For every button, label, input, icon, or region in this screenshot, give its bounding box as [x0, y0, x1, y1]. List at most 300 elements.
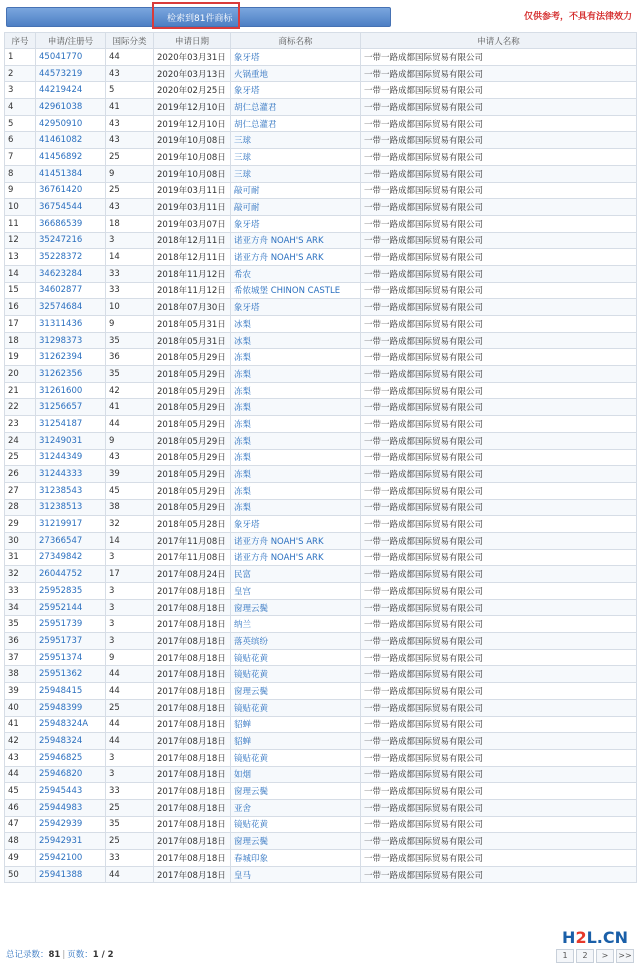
cell-trademark[interactable]: 诺亚方舟 NOAH'S ARK [231, 232, 361, 249]
cell-trademark[interactable]: 皇马 [231, 866, 361, 883]
cell-class: 39 [106, 466, 154, 483]
cell-date: 2018年05月29日 [154, 399, 231, 416]
cell-class: 35 [106, 816, 154, 833]
cell-reg-number[interactable]: 25945443 [36, 783, 106, 800]
cell-reg-number[interactable]: 25942100 [36, 850, 106, 867]
cell-index: 10 [5, 199, 36, 216]
cell-reg-number[interactable]: 31256657 [36, 399, 106, 416]
cell-date: 2019年03月11日 [154, 182, 231, 199]
cell-class: 33 [106, 850, 154, 867]
cell-class: 38 [106, 499, 154, 516]
cell-reg-number[interactable]: 31262394 [36, 349, 106, 366]
cell-class: 10 [106, 299, 154, 316]
table-row [5, 132, 637, 149]
cell-date: 2017年08月18日 [154, 749, 231, 766]
cell-trademark[interactable]: 冻梨 [231, 449, 361, 466]
cell-applicant: 一带一路成都国际贸易有限公司 [361, 733, 637, 750]
cell-applicant: 一带一路成都国际贸易有限公司 [361, 316, 637, 333]
cell-class: 44 [106, 49, 154, 66]
cell-applicant: 一带一路成都国际贸易有限公司 [361, 749, 637, 766]
cell-reg-number[interactable]: 25948415 [36, 683, 106, 700]
cell-reg-number[interactable]: 42961038 [36, 99, 106, 116]
table-row [5, 99, 637, 116]
cell-index: 13 [5, 249, 36, 266]
table-row [5, 149, 637, 166]
cell-reg-number[interactable]: 25944983 [36, 799, 106, 816]
cell-class: 25 [106, 799, 154, 816]
table-row [5, 332, 637, 349]
cell-reg-number[interactable]: 25948399 [36, 699, 106, 716]
cell-applicant: 一带一路成都国际贸易有限公司 [361, 516, 637, 533]
cell-trademark[interactable]: 纳兰 [231, 616, 361, 633]
cell-trademark[interactable]: 冻梨 [231, 349, 361, 366]
cell-index: 44 [5, 766, 36, 783]
cell-index: 15 [5, 282, 36, 299]
cell-index: 7 [5, 149, 36, 166]
cell-trademark[interactable]: 象牙塔 [231, 299, 361, 316]
cell-date: 2018年05月29日 [154, 366, 231, 383]
cell-reg-number[interactable]: 44573219 [36, 65, 106, 82]
cell-reg-number[interactable]: 32574684 [36, 299, 106, 316]
cell-index: 26 [5, 466, 36, 483]
cell-reg-number[interactable]: 41451384 [36, 165, 106, 182]
cell-applicant: 一带一路成都国际贸易有限公司 [361, 783, 637, 800]
cell-date: 2018年11月12日 [154, 282, 231, 299]
cell-trademark[interactable]: 胡仁总灌君 [231, 99, 361, 116]
cell-trademark[interactable]: 冻梨 [231, 366, 361, 383]
cell-index: 40 [5, 699, 36, 716]
cell-reg-number[interactable]: 35228372 [36, 249, 106, 266]
cell-date: 2017年08月18日 [154, 683, 231, 700]
cell-trademark[interactable]: 如烟 [231, 766, 361, 783]
table-row [5, 232, 637, 249]
cell-class: 44 [106, 866, 154, 883]
cell-class: 3 [106, 616, 154, 633]
cell-reg-number[interactable]: 25952835 [36, 583, 106, 600]
cell-reg-number[interactable]: 25952144 [36, 599, 106, 616]
cell-applicant: 一带一路成都国际贸易有限公司 [361, 149, 637, 166]
cell-date: 2017年08月18日 [154, 833, 231, 850]
cell-class: 44 [106, 683, 154, 700]
cell-reg-number[interactable]: 31238543 [36, 482, 106, 499]
cell-date: 2017年08月18日 [154, 716, 231, 733]
cell-applicant: 一带一路成都国际贸易有限公司 [361, 850, 637, 867]
cell-trademark[interactable]: 落英缤纷 [231, 633, 361, 650]
cell-date: 2018年05月31日 [154, 332, 231, 349]
cell-reg-number[interactable]: 41456892 [36, 149, 106, 166]
col-header-date[interactable]: 申请日期 [154, 33, 231, 49]
cell-index: 5 [5, 115, 36, 132]
cell-class: 43 [106, 449, 154, 466]
cell-date: 2020年03月13日 [154, 65, 231, 82]
cell-date: 2017年08月24日 [154, 566, 231, 583]
cell-applicant: 一带一路成都国际贸易有限公司 [361, 649, 637, 666]
cell-reg-number[interactable]: 34602877 [36, 282, 106, 299]
cell-reg-number[interactable]: 36761420 [36, 182, 106, 199]
table-row [5, 516, 637, 533]
table-row [5, 866, 637, 883]
cell-date: 2018年05月29日 [154, 466, 231, 483]
table-row [5, 783, 637, 800]
cell-applicant: 一带一路成都国际贸易有限公司 [361, 583, 637, 600]
table-row [5, 616, 637, 633]
cell-applicant: 一带一路成都国际贸易有限公司 [361, 49, 637, 66]
cell-date: 2017年08月18日 [154, 766, 231, 783]
cell-class: 25 [106, 182, 154, 199]
cell-class: 43 [106, 132, 154, 149]
cell-index: 38 [5, 666, 36, 683]
last-page-button[interactable]: >> [616, 949, 634, 963]
cell-applicant: 一带一路成都国际贸易有限公司 [361, 165, 637, 182]
cell-applicant: 一带一路成都国际贸易有限公司 [361, 265, 637, 282]
table-row [5, 583, 637, 600]
cell-trademark[interactable]: 貂蝉 [231, 716, 361, 733]
cell-date: 2020年02月25日 [154, 82, 231, 99]
cell-trademark[interactable]: 窗理云鬓 [231, 783, 361, 800]
cell-class: 44 [106, 716, 154, 733]
cell-reg-number[interactable]: 31254187 [36, 416, 106, 433]
cell-date: 2018年05月29日 [154, 499, 231, 516]
cell-index: 9 [5, 182, 36, 199]
pages-value: 1 / 2 [92, 950, 114, 960]
table-row [5, 399, 637, 416]
cell-trademark[interactable]: 貂蝉 [231, 733, 361, 750]
cell-trademark[interactable]: 诺亚方舟 NOAH'S ARK [231, 532, 361, 549]
cell-reg-number[interactable]: 26044752 [36, 566, 106, 583]
cell-applicant: 一带一路成都国际贸易有限公司 [361, 499, 637, 516]
table-row [5, 766, 637, 783]
cell-trademark[interactable]: 三球 [231, 132, 361, 149]
cell-reg-number[interactable]: 27366547 [36, 532, 106, 549]
table-row [5, 215, 637, 232]
cell-index: 1 [5, 49, 36, 66]
cell-applicant: 一带一路成都国际贸易有限公司 [361, 716, 637, 733]
cell-index: 41 [5, 716, 36, 733]
cell-reg-number[interactable]: 36754544 [36, 199, 106, 216]
cell-trademark[interactable]: 火锅重地 [231, 65, 361, 82]
cell-index: 34 [5, 599, 36, 616]
cell-trademark[interactable]: 敲可耐 [231, 199, 361, 216]
cell-reg-number[interactable]: 31262356 [36, 366, 106, 383]
cell-trademark[interactable]: 春城印象 [231, 850, 361, 867]
table-row [5, 850, 637, 867]
cell-class: 36 [106, 349, 154, 366]
cell-index: 50 [5, 866, 36, 883]
cell-index: 39 [5, 683, 36, 700]
cell-class: 14 [106, 532, 154, 549]
cell-applicant: 一带一路成都国际贸易有限公司 [361, 366, 637, 383]
cell-class: 45 [106, 482, 154, 499]
cell-reg-number[interactable]: 31219917 [36, 516, 106, 533]
col-header-trademark[interactable]: 商标名称 [231, 33, 361, 49]
cell-trademark[interactable]: 镜贴花黄 [231, 816, 361, 833]
table-row [5, 382, 637, 399]
cell-reg-number[interactable]: 25951362 [36, 666, 106, 683]
cell-class: 42 [106, 382, 154, 399]
next-page-button[interactable]: > [596, 949, 614, 963]
cell-trademark[interactable]: 冻梨 [231, 432, 361, 449]
cell-index: 25 [5, 449, 36, 466]
cell-applicant: 一带一路成都国际贸易有限公司 [361, 382, 637, 399]
cell-class: 9 [106, 649, 154, 666]
cell-date: 2017年08月18日 [154, 666, 231, 683]
cell-trademark[interactable]: 诺亚方舟 NOAH'S ARK [231, 249, 361, 266]
cell-trademark[interactable]: 冻梨 [231, 416, 361, 433]
cell-class: 41 [106, 99, 154, 116]
col-header-reg-number[interactable]: 申请/注册号 [36, 33, 106, 49]
cell-reg-number[interactable]: 31311436 [36, 316, 106, 333]
cell-trademark[interactable]: 窗理云鬓 [231, 683, 361, 700]
cell-date: 2017年11月08日 [154, 532, 231, 549]
table-row [5, 799, 637, 816]
col-header-class[interactable]: 国际分类 [106, 33, 154, 49]
cell-date: 2017年08月18日 [154, 699, 231, 716]
site-watermark-logo: H2L.CN [562, 928, 628, 947]
cell-reg-number[interactable]: 31244333 [36, 466, 106, 483]
cell-date: 2019年10月08日 [154, 149, 231, 166]
cell-date: 2017年08月18日 [154, 866, 231, 883]
cell-class: 3 [106, 749, 154, 766]
cell-date: 2018年05月29日 [154, 382, 231, 399]
cell-class: 32 [106, 516, 154, 533]
cell-class: 17 [106, 566, 154, 583]
cell-trademark[interactable]: 亚舍 [231, 799, 361, 816]
table-row [5, 49, 637, 66]
table-row [5, 466, 637, 483]
cell-reg-number[interactable]: 25941388 [36, 866, 106, 883]
cell-index: 29 [5, 516, 36, 533]
cell-reg-number[interactable]: 42950910 [36, 115, 106, 132]
table-row [5, 115, 637, 132]
col-header-applicant[interactable]: 申请人名称 [361, 33, 637, 49]
cell-index: 32 [5, 566, 36, 583]
cell-date: 2018年05月31日 [154, 316, 231, 333]
cell-date: 2017年08月18日 [154, 799, 231, 816]
table-row [5, 532, 637, 549]
cell-reg-number[interactable]: 25948324 [36, 733, 106, 750]
cell-date: 2019年03月11日 [154, 199, 231, 216]
cell-trademark[interactable]: 镜贴花黄 [231, 749, 361, 766]
cell-index: 17 [5, 316, 36, 333]
cell-index: 22 [5, 399, 36, 416]
cell-applicant: 一带一路成都国际贸易有限公司 [361, 482, 637, 499]
cell-reg-number[interactable]: 36686539 [36, 215, 106, 232]
cell-index: 30 [5, 532, 36, 549]
cell-index: 42 [5, 733, 36, 750]
cell-class: 43 [106, 199, 154, 216]
cell-applicant: 一带一路成都国际贸易有限公司 [361, 799, 637, 816]
pages-label: 页数： [67, 950, 93, 960]
cell-reg-number[interactable]: 27349842 [36, 549, 106, 566]
cell-applicant: 一带一路成都国际贸易有限公司 [361, 766, 637, 783]
cell-reg-number[interactable]: 25942939 [36, 816, 106, 833]
cell-class: 3 [106, 599, 154, 616]
cell-trademark[interactable]: 皇宫 [231, 583, 361, 600]
cell-index: 23 [5, 416, 36, 433]
table-row [5, 599, 637, 616]
cell-trademark[interactable]: 象牙塔 [231, 49, 361, 66]
cell-class: 44 [106, 666, 154, 683]
cell-applicant: 一带一路成都国际贸易有限公司 [361, 82, 637, 99]
table-row [5, 366, 637, 383]
cell-applicant: 一带一路成都国际贸易有限公司 [361, 115, 637, 132]
cell-applicant: 一带一路成都国际贸易有限公司 [361, 232, 637, 249]
cell-applicant: 一带一路成都国际贸易有限公司 [361, 199, 637, 216]
cell-applicant: 一带一路成都国际贸易有限公司 [361, 633, 637, 650]
table-row [5, 482, 637, 499]
table-row [5, 549, 637, 566]
cell-applicant: 一带一路成都国际贸易有限公司 [361, 416, 637, 433]
cell-reg-number[interactable]: 25951739 [36, 616, 106, 633]
page-1-button[interactable]: 1 [556, 949, 574, 963]
cell-trademark[interactable]: 民富 [231, 566, 361, 583]
cell-reg-number[interactable]: 31249031 [36, 432, 106, 449]
cell-trademark[interactable]: 冻梨 [231, 466, 361, 483]
cell-trademark[interactable]: 象牙塔 [231, 82, 361, 99]
cell-trademark[interactable]: 象牙塔 [231, 215, 361, 232]
cell-applicant: 一带一路成都国际贸易有限公司 [361, 866, 637, 883]
cell-class: 44 [106, 733, 154, 750]
cell-applicant: 一带一路成都国际贸易有限公司 [361, 683, 637, 700]
table-row [5, 82, 637, 99]
cell-applicant: 一带一路成都国际贸易有限公司 [361, 299, 637, 316]
cell-trademark[interactable]: 镜贴花黄 [231, 666, 361, 683]
cell-reg-number[interactable]: 34623284 [36, 265, 106, 282]
cell-trademark[interactable]: 冰梨 [231, 332, 361, 349]
cell-reg-number[interactable]: 31244349 [36, 449, 106, 466]
cell-trademark[interactable]: 诺亚方舟 NOAH'S ARK [231, 549, 361, 566]
table-row [5, 716, 637, 733]
cell-trademark[interactable]: 冻梨 [231, 482, 361, 499]
col-header-index[interactable]: 序号 [5, 33, 36, 49]
cell-class: 3 [106, 633, 154, 650]
cell-date: 2018年05月28日 [154, 516, 231, 533]
cell-reg-number[interactable]: 44219424 [36, 82, 106, 99]
cell-reg-number[interactable]: 31261600 [36, 382, 106, 399]
cell-date: 2018年12月11日 [154, 232, 231, 249]
cell-date: 2019年10月08日 [154, 165, 231, 182]
cell-class: 3 [106, 549, 154, 566]
cell-trademark[interactable]: 冻梨 [231, 499, 361, 516]
cell-date: 2017年08月18日 [154, 850, 231, 867]
cell-reg-number[interactable]: 25946825 [36, 749, 106, 766]
cell-index: 16 [5, 299, 36, 316]
cell-date: 2017年08月18日 [154, 649, 231, 666]
cell-class: 41 [106, 399, 154, 416]
search-result-label: 检索到81件商标 [167, 14, 233, 24]
cell-index: 6 [5, 132, 36, 149]
cell-reg-number[interactable]: 35247216 [36, 232, 106, 249]
cell-class: 3 [106, 766, 154, 783]
cell-reg-number[interactable]: 25942931 [36, 833, 106, 850]
cell-trademark[interactable]: 窗理云鬓 [231, 833, 361, 850]
cell-date: 2018年11月12日 [154, 265, 231, 282]
cell-class: 33 [106, 783, 154, 800]
cell-applicant: 一带一路成都国际贸易有限公司 [361, 532, 637, 549]
table-row [5, 733, 637, 750]
cell-trademark[interactable]: 希农 [231, 265, 361, 282]
cell-index: 3 [5, 82, 36, 99]
cell-class: 35 [106, 366, 154, 383]
table-row [5, 416, 637, 433]
cell-index: 19 [5, 349, 36, 366]
cell-trademark[interactable]: 镜贴花黄 [231, 649, 361, 666]
cell-date: 2018年05月29日 [154, 432, 231, 449]
cell-class: 33 [106, 265, 154, 282]
cell-applicant: 一带一路成都国际贸易有限公司 [361, 65, 637, 82]
cell-reg-number[interactable]: 25946820 [36, 766, 106, 783]
cell-date: 2018年05月29日 [154, 482, 231, 499]
table-row [5, 649, 637, 666]
cell-trademark[interactable]: 冻梨 [231, 382, 361, 399]
cell-date: 2018年05月29日 [154, 416, 231, 433]
cell-index: 47 [5, 816, 36, 833]
cell-class: 35 [106, 332, 154, 349]
cell-date: 2017年08月18日 [154, 783, 231, 800]
table-row [5, 316, 637, 333]
table-row [5, 65, 637, 82]
cell-trademark[interactable]: 敲可耐 [231, 182, 361, 199]
cell-trademark[interactable]: 镜贴花黄 [231, 699, 361, 716]
cell-reg-number[interactable]: 25951374 [36, 649, 106, 666]
table-row [5, 432, 637, 449]
footer-stats: 总记录数：81 | 页数：1 / 2 [6, 950, 114, 960]
cell-date: 2017年08月18日 [154, 816, 231, 833]
table-row [5, 566, 637, 583]
cell-applicant: 一带一路成都国际贸易有限公司 [361, 282, 637, 299]
cell-index: 35 [5, 616, 36, 633]
cell-trademark[interactable]: 冰梨 [231, 316, 361, 333]
cell-trademark[interactable]: 象牙塔 [231, 516, 361, 533]
cell-index: 24 [5, 432, 36, 449]
cell-trademark[interactable]: 三球 [231, 165, 361, 182]
cell-class: 43 [106, 115, 154, 132]
cell-index: 33 [5, 583, 36, 600]
cell-index: 31 [5, 549, 36, 566]
cell-applicant: 一带一路成都国际贸易有限公司 [361, 432, 637, 449]
disclaimer-text: 仅供参考，不具有法律效力 [523, 12, 632, 22]
cell-trademark[interactable]: 胡仁总灌君 [231, 115, 361, 132]
cell-index: 49 [5, 850, 36, 867]
page-2-button[interactable]: 2 [576, 949, 594, 963]
cell-trademark[interactable]: 冻梨 [231, 399, 361, 416]
cell-index: 45 [5, 783, 36, 800]
cell-applicant: 一带一路成都国际贸易有限公司 [361, 349, 637, 366]
cell-reg-number[interactable]: 31238513 [36, 499, 106, 516]
cell-index: 8 [5, 165, 36, 182]
cell-date: 2017年08月18日 [154, 733, 231, 750]
cell-applicant: 一带一路成都国际贸易有限公司 [361, 332, 637, 349]
cell-index: 36 [5, 633, 36, 650]
cell-trademark[interactable]: 三球 [231, 149, 361, 166]
cell-class: 3 [106, 232, 154, 249]
cell-reg-number[interactable]: 31298373 [36, 332, 106, 349]
cell-trademark[interactable]: 希侬城堡 CHINON CASTLE [231, 282, 361, 299]
cell-index: 48 [5, 833, 36, 850]
cell-reg-number[interactable]: 45041770 [36, 49, 106, 66]
cell-trademark[interactable]: 窗理云鬓 [231, 599, 361, 616]
search-result-button[interactable] [6, 7, 391, 27]
cell-index: 28 [5, 499, 36, 516]
cell-reg-number[interactable]: 25948324A [36, 716, 106, 733]
cell-date: 2019年12月10日 [154, 115, 231, 132]
cell-reg-number[interactable]: 41461082 [36, 132, 106, 149]
cell-applicant: 一带一路成都国际贸易有限公司 [361, 466, 637, 483]
cell-date: 2019年03月07日 [154, 215, 231, 232]
cell-reg-number[interactable]: 25951737 [36, 633, 106, 650]
cell-index: 21 [5, 382, 36, 399]
cell-applicant: 一带一路成都国际贸易有限公司 [361, 666, 637, 683]
